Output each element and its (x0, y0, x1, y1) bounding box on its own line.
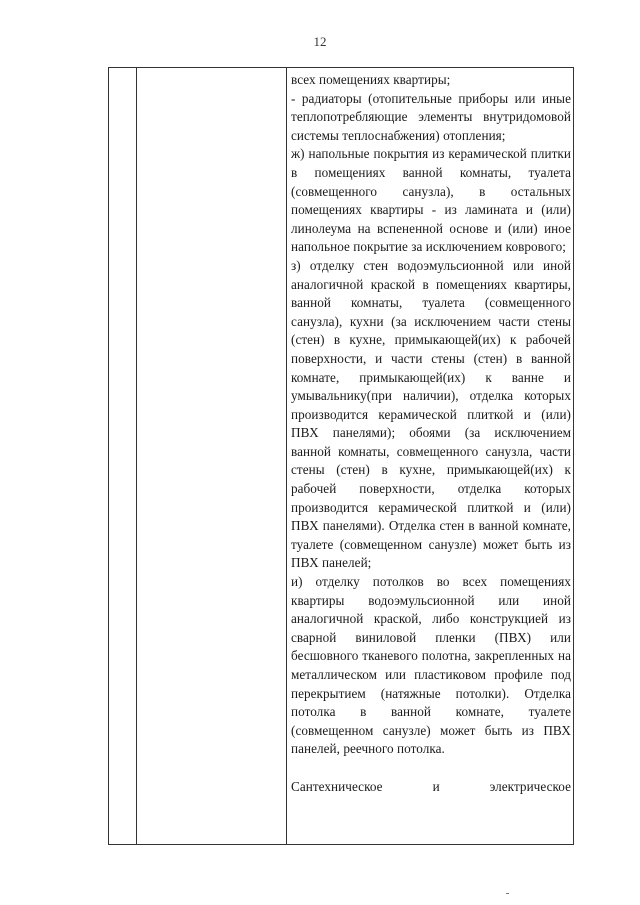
table-cell-name (137, 68, 286, 844)
paragraph-radiators: - радиаторы (отопительные приборы или иные теплопотребляющие элементы внутридомовой системы теплоснабжения) отопления; (291, 90, 571, 143)
column-divider (286, 68, 287, 844)
column-divider (136, 68, 137, 844)
paragraph-continuation: всех помещениях квартиры; (291, 72, 451, 87)
paragraph-floor-coverings: ж) напольные покрытия из керамической плитки в помещениях ванной комнаты, туалета (совмещенного санузла), в остальных помещениях квартиры - из ламината и (или) линолеума на вспененной основе и (или) иное напольное покрытие за исключением коврового; (291, 146, 571, 255)
scan-artifact (506, 893, 509, 894)
paragraph-wall-finishing: з) отделку стен водоэмульсионной или иной аналогичной краской в помещениях квартиры, ванной комнаты, туалета (совмещенного санузла), кухни (за исключением части стены (стен) в кухне, примыкающей(их) к рабочей поверхности, и части стены (стен) в ванной комнате, примыкающей(их) к ванне и умывальнику(при наличии), отделка которых производится керамической плиткой и (или) ПВХ панелями); обоями (за исключением ванной комнаты, совмещенного санузла, части стены (стен) в кухне, примыкающей(их) к рабочей поверхности, отделка которых производится керамической плиткой и (или) ПВХ панелями). Отделка стен в ванной комнате, туалете (совмещенном санузле) может быть из ПВХ панелей; (291, 257, 571, 571)
paragraph-gap (291, 759, 571, 778)
paragraph-ceiling-finishing: и) отделку потолков во всех помещениях квартиры водоэмульсионной или иной аналогичной краской, либо конструкцией из сварной виниловой пленки (ПВХ) или бесшовного тканевого полотна, закрепленных на металлическом или пластиковом профиле под перекрытием (натяжные потолки). Отделка потолка в ванной комнате, туалете (совмещенном санузле) может быть из ПВХ панелей, реечного потолка. (291, 574, 571, 757)
table-cell-description (291, 71, 571, 797)
paragraph-plumbing-heading: Сантехническое и электрическое (291, 778, 571, 794)
document-table (108, 67, 574, 845)
table-cell-number (109, 68, 136, 844)
page-number: 12 (313, 34, 327, 49)
